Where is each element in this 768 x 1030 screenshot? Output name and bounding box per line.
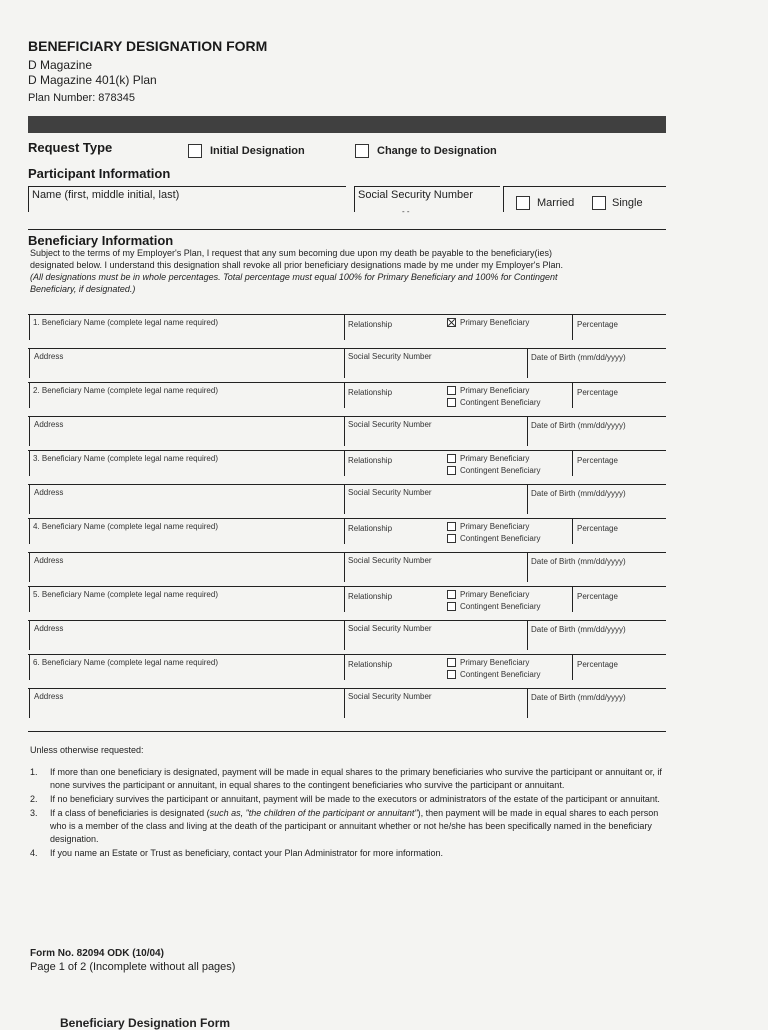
- beneficiary-row-topline: [28, 450, 666, 451]
- beneficiary-name-leftline: [29, 654, 30, 680]
- contingent-beneficiary-checkbox[interactable]: [447, 534, 456, 543]
- beneficiary-name-leftline: [29, 518, 30, 544]
- contingent-beneficiary-label: Contingent Beneficiary: [460, 670, 541, 679]
- note-text: If a class of beneficiaries is designated (: [50, 808, 210, 818]
- ben-ssn-leftline: [344, 416, 345, 446]
- dob-leftline: [527, 552, 528, 582]
- relationship-leftline: [344, 450, 345, 476]
- beneficiary-intro-line-4: Beneficiary, if designated.): [30, 284, 136, 294]
- contingent-beneficiary-option[interactable]: [447, 602, 541, 611]
- beneficiary-section-bottomline: [28, 731, 666, 732]
- participant-name-field[interactable]: Name (first, middle initial, last): [32, 189, 180, 201]
- next-page-title: Beneficiary Designation Form: [60, 1016, 231, 1030]
- primary-beneficiary-checkbox[interactable]: [447, 590, 456, 599]
- address-row-topline: [28, 416, 666, 417]
- beneficiary-info-heading: Beneficiary Information: [28, 233, 174, 248]
- contingent-beneficiary-label: Contingent Beneficiary: [460, 398, 541, 407]
- beneficiary-name-field[interactable]: 3. Beneficiary Name (complete legal name required): [33, 454, 218, 463]
- note-item: [30, 847, 670, 860]
- note-text: If more than one beneficiary is designated, payment will be made in equal shares to the primary beneficiaries who survive the participant or annuitant or, if none survives the participant or annuitant, in equal shares to the contingent beneficiaries who survive the participant or annuitant.: [50, 767, 662, 790]
- address-row-topline: [28, 620, 666, 621]
- primary-beneficiary-option[interactable]: [447, 590, 529, 599]
- primary-beneficiary-label: Primary Beneficiary: [460, 454, 530, 463]
- contingent-beneficiary-label: Contingent Beneficiary: [460, 534, 541, 543]
- beneficiary-name-field[interactable]: 6. Beneficiary Name (complete legal name required): [33, 658, 218, 667]
- percentage-leftline: [572, 382, 573, 408]
- marital-topline: [503, 186, 666, 187]
- single-option[interactable]: [592, 194, 643, 212]
- address-field[interactable]: Address: [34, 420, 64, 429]
- participant-name-leftline: [28, 186, 29, 212]
- address-row-topline: [28, 688, 666, 689]
- address-field[interactable]: Address: [34, 488, 64, 497]
- percentage-leftline: [572, 314, 573, 340]
- ssn-dashes: - -: [402, 207, 410, 216]
- single-label: Single: [612, 196, 643, 209]
- dob-leftline: [527, 620, 528, 650]
- contingent-beneficiary-label: Contingent Beneficiary: [460, 602, 541, 611]
- company-name: D Magazine: [28, 58, 93, 72]
- percentage-field[interactable]: Percentage: [577, 592, 618, 601]
- primary-beneficiary-option[interactable]: [447, 386, 529, 395]
- participant-ssn-leftline: [354, 186, 355, 212]
- relationship-field[interactable]: Relationship: [348, 456, 393, 465]
- beneficiary-row-topline: [28, 382, 666, 383]
- address-field[interactable]: Address: [34, 692, 64, 701]
- beneficiary-name-leftline: [29, 586, 30, 612]
- beneficiary-section-divider: [28, 229, 666, 230]
- participant-info-heading: Participant Information: [28, 166, 171, 181]
- relationship-field[interactable]: Relationship: [348, 592, 393, 601]
- beneficiary-row-topline: [28, 654, 666, 655]
- percentage-leftline: [572, 654, 573, 680]
- change-designation-option[interactable]: [355, 142, 497, 160]
- date-of-birth-field[interactable]: Date of Birth (mm/dd/yyyy): [531, 693, 626, 702]
- participant-name-topline: [28, 186, 346, 187]
- percentage-field[interactable]: Percentage: [577, 320, 618, 329]
- plan-number: Plan Number: 878345: [28, 92, 136, 104]
- primary-beneficiary-label: Primary Beneficiary: [460, 590, 530, 599]
- change-designation-checkbox[interactable]: [355, 144, 369, 158]
- address-field[interactable]: Address: [34, 556, 64, 565]
- relationship-field[interactable]: Relationship: [348, 524, 393, 533]
- address-leftline: [29, 688, 30, 718]
- beneficiary-ssn-field[interactable]: Social Security Number: [348, 420, 432, 429]
- initial-designation-label: Initial Designation: [210, 144, 305, 157]
- ben-ssn-leftline: [344, 688, 345, 718]
- contingent-beneficiary-option[interactable]: [447, 534, 541, 543]
- beneficiary-row-topline: [28, 586, 666, 587]
- note-item: [30, 766, 670, 792]
- date-of-birth-field[interactable]: Date of Birth (mm/dd/yyyy): [531, 557, 626, 566]
- marital-leftline: [503, 186, 504, 212]
- primary-beneficiary-checkbox[interactable]: [447, 454, 456, 463]
- contingent-beneficiary-option[interactable]: [447, 670, 541, 679]
- notes-list: [30, 766, 670, 861]
- note-item: [30, 807, 670, 846]
- primary-beneficiary-checkbox[interactable]: [447, 386, 456, 395]
- contingent-beneficiary-option[interactable]: [447, 398, 541, 407]
- address-leftline: [29, 348, 30, 378]
- beneficiary-name-leftline: [29, 382, 30, 408]
- note-number: 2.: [30, 794, 38, 804]
- percentage-leftline: [572, 450, 573, 476]
- form-title: BENEFICIARY DESIGNATION FORM: [28, 38, 268, 54]
- beneficiary-name-field[interactable]: 5. Beneficiary Name (complete legal name required): [33, 590, 218, 599]
- address-leftline: [29, 620, 30, 650]
- address-row-topline: [28, 348, 666, 349]
- contingent-beneficiary-label: Contingent Beneficiary: [460, 466, 541, 475]
- beneficiary-name-field[interactable]: 1. Beneficiary Name (complete legal name required): [33, 318, 218, 327]
- participant-ssn-field[interactable]: Social Security Number: [358, 189, 473, 201]
- request-type-label: Request Type: [28, 140, 113, 155]
- single-checkbox[interactable]: [592, 196, 606, 210]
- ben-ssn-leftline: [344, 484, 345, 514]
- dob-leftline: [527, 416, 528, 446]
- plan-name: D Magazine 401(k) Plan: [28, 73, 157, 87]
- relationship-field[interactable]: Relationship: [348, 320, 393, 329]
- percentage-field[interactable]: Percentage: [577, 388, 618, 397]
- primary-beneficiary-checkbox[interactable]: [447, 522, 456, 531]
- beneficiary-name-field[interactable]: 2. Beneficiary Name (complete legal name required): [33, 386, 218, 395]
- percentage-field[interactable]: Percentage: [577, 660, 618, 669]
- notes-intro: Unless otherwise requested:: [30, 745, 144, 755]
- beneficiary-name-leftline: [29, 450, 30, 476]
- percentage-field[interactable]: Percentage: [577, 524, 618, 533]
- primary-beneficiary-option[interactable]: [447, 454, 529, 463]
- note-text: If no beneficiary survives the participant or annuitant, payment will be made to the executors or administrators of the estate of the participant or annuitant.: [50, 794, 660, 804]
- percentage-leftline: [572, 586, 573, 612]
- beneficiary-ssn-field[interactable]: Social Security Number: [348, 624, 432, 633]
- relationship-leftline: [344, 314, 345, 340]
- note-number: 4.: [30, 848, 38, 858]
- date-of-birth-field[interactable]: Date of Birth (mm/dd/yyyy): [531, 353, 626, 362]
- note-item: [30, 793, 670, 806]
- married-checkbox[interactable]: [516, 196, 530, 210]
- header-divider-bar: [28, 116, 666, 133]
- note-number: 3.: [30, 808, 38, 818]
- beneficiary-ssn-field[interactable]: Social Security Number: [348, 692, 432, 701]
- address-leftline: [29, 484, 30, 514]
- relationship-leftline: [344, 654, 345, 680]
- contingent-beneficiary-checkbox[interactable]: [447, 398, 456, 407]
- note-text: ), then payment will be made in equal shares to each person who is a member of the class and living at the death of the participant or annuitant whether or not he/she has been specifically named in the beneficiary designation.: [50, 808, 659, 844]
- relationship-field[interactable]: Relationship: [348, 388, 393, 397]
- address-leftline: [29, 552, 30, 582]
- date-of-birth-field[interactable]: Date of Birth (mm/dd/yyyy): [531, 489, 626, 498]
- relationship-leftline: [344, 518, 345, 544]
- participant-ssn-topline: [354, 186, 500, 187]
- beneficiary-intro-line-1: Subject to the terms of my Employer's Plan, I request that any sum becoming due upon my death be payable to the beneficiary(ies): [30, 248, 552, 258]
- primary-beneficiary-label: Primary Beneficiary: [460, 522, 530, 531]
- dob-leftline: [527, 348, 528, 378]
- page-indicator: Page 1 of 2 (Incomplete without all pages): [30, 961, 236, 973]
- beneficiary-ssn-field[interactable]: Social Security Number: [348, 352, 432, 361]
- primary-beneficiary-option[interactable]: [447, 318, 529, 327]
- primary-beneficiary-label: Primary Beneficiary: [460, 318, 530, 327]
- address-row-topline: [28, 552, 666, 553]
- married-label: Married: [537, 196, 575, 209]
- beneficiary-intro-line-2: designated below. I understand this designation shall revoke all prior beneficiary designations made by me under my Employer's Plan.: [30, 260, 564, 270]
- dob-leftline: [527, 688, 528, 718]
- relationship-leftline: [344, 586, 345, 612]
- married-option[interactable]: [516, 194, 574, 212]
- note-number: 1.: [30, 767, 38, 777]
- ben-ssn-leftline: [344, 552, 345, 582]
- beneficiary-row-topline: [28, 518, 666, 519]
- contingent-beneficiary-checkbox[interactable]: [447, 670, 456, 679]
- beneficiary-name-field[interactable]: 4. Beneficiary Name (complete legal name required): [33, 522, 218, 531]
- dob-leftline: [527, 484, 528, 514]
- contingent-beneficiary-checkbox[interactable]: [447, 466, 456, 475]
- date-of-birth-field[interactable]: Date of Birth (mm/dd/yyyy): [531, 421, 626, 430]
- note-text: If you name an Estate or Trust as beneficiary, contact your Plan Administrator for more information.: [50, 848, 444, 858]
- relationship-field[interactable]: Relationship: [348, 660, 393, 669]
- relationship-leftline: [344, 382, 345, 408]
- primary-beneficiary-checkbox[interactable]: [447, 658, 456, 667]
- change-designation-label: Change to Designation: [377, 144, 497, 157]
- beneficiary-name-leftline: [29, 314, 30, 340]
- beneficiary-row-topline: [28, 314, 666, 315]
- contingent-beneficiary-option[interactable]: [447, 466, 541, 475]
- ben-ssn-leftline: [344, 348, 345, 378]
- percentage-field[interactable]: Percentage: [577, 456, 618, 465]
- primary-beneficiary-checkbox[interactable]: [447, 318, 456, 327]
- percentage-leftline: [572, 518, 573, 544]
- address-row-topline: [28, 484, 666, 485]
- beneficiary-ssn-field[interactable]: Social Security Number: [348, 488, 432, 497]
- contingent-beneficiary-checkbox[interactable]: [447, 602, 456, 611]
- note-text-emphasis: such as, "the children of the participant or annuitant": [209, 808, 418, 818]
- address-field[interactable]: Address: [34, 624, 64, 633]
- address-leftline: [29, 416, 30, 446]
- primary-beneficiary-label: Primary Beneficiary: [460, 386, 530, 395]
- primary-beneficiary-option[interactable]: [447, 658, 529, 667]
- beneficiary-intro-line-3: (All designations must be in whole percentages. Total percentage must equal 100% for Primary Beneficiary and 100% for Contingent: [30, 272, 558, 282]
- primary-beneficiary-label: Primary Beneficiary: [460, 658, 530, 667]
- ben-ssn-leftline: [344, 620, 345, 650]
- address-field[interactable]: Address: [34, 352, 64, 361]
- primary-beneficiary-option[interactable]: [447, 522, 529, 531]
- form-number: Form No. 82094 ODK (10/04): [30, 948, 164, 959]
- date-of-birth-field[interactable]: Date of Birth (mm/dd/yyyy): [531, 625, 626, 634]
- initial-designation-option[interactable]: [188, 142, 305, 160]
- beneficiary-ssn-field[interactable]: Social Security Number: [348, 556, 432, 565]
- initial-designation-checkbox[interactable]: [188, 144, 202, 158]
